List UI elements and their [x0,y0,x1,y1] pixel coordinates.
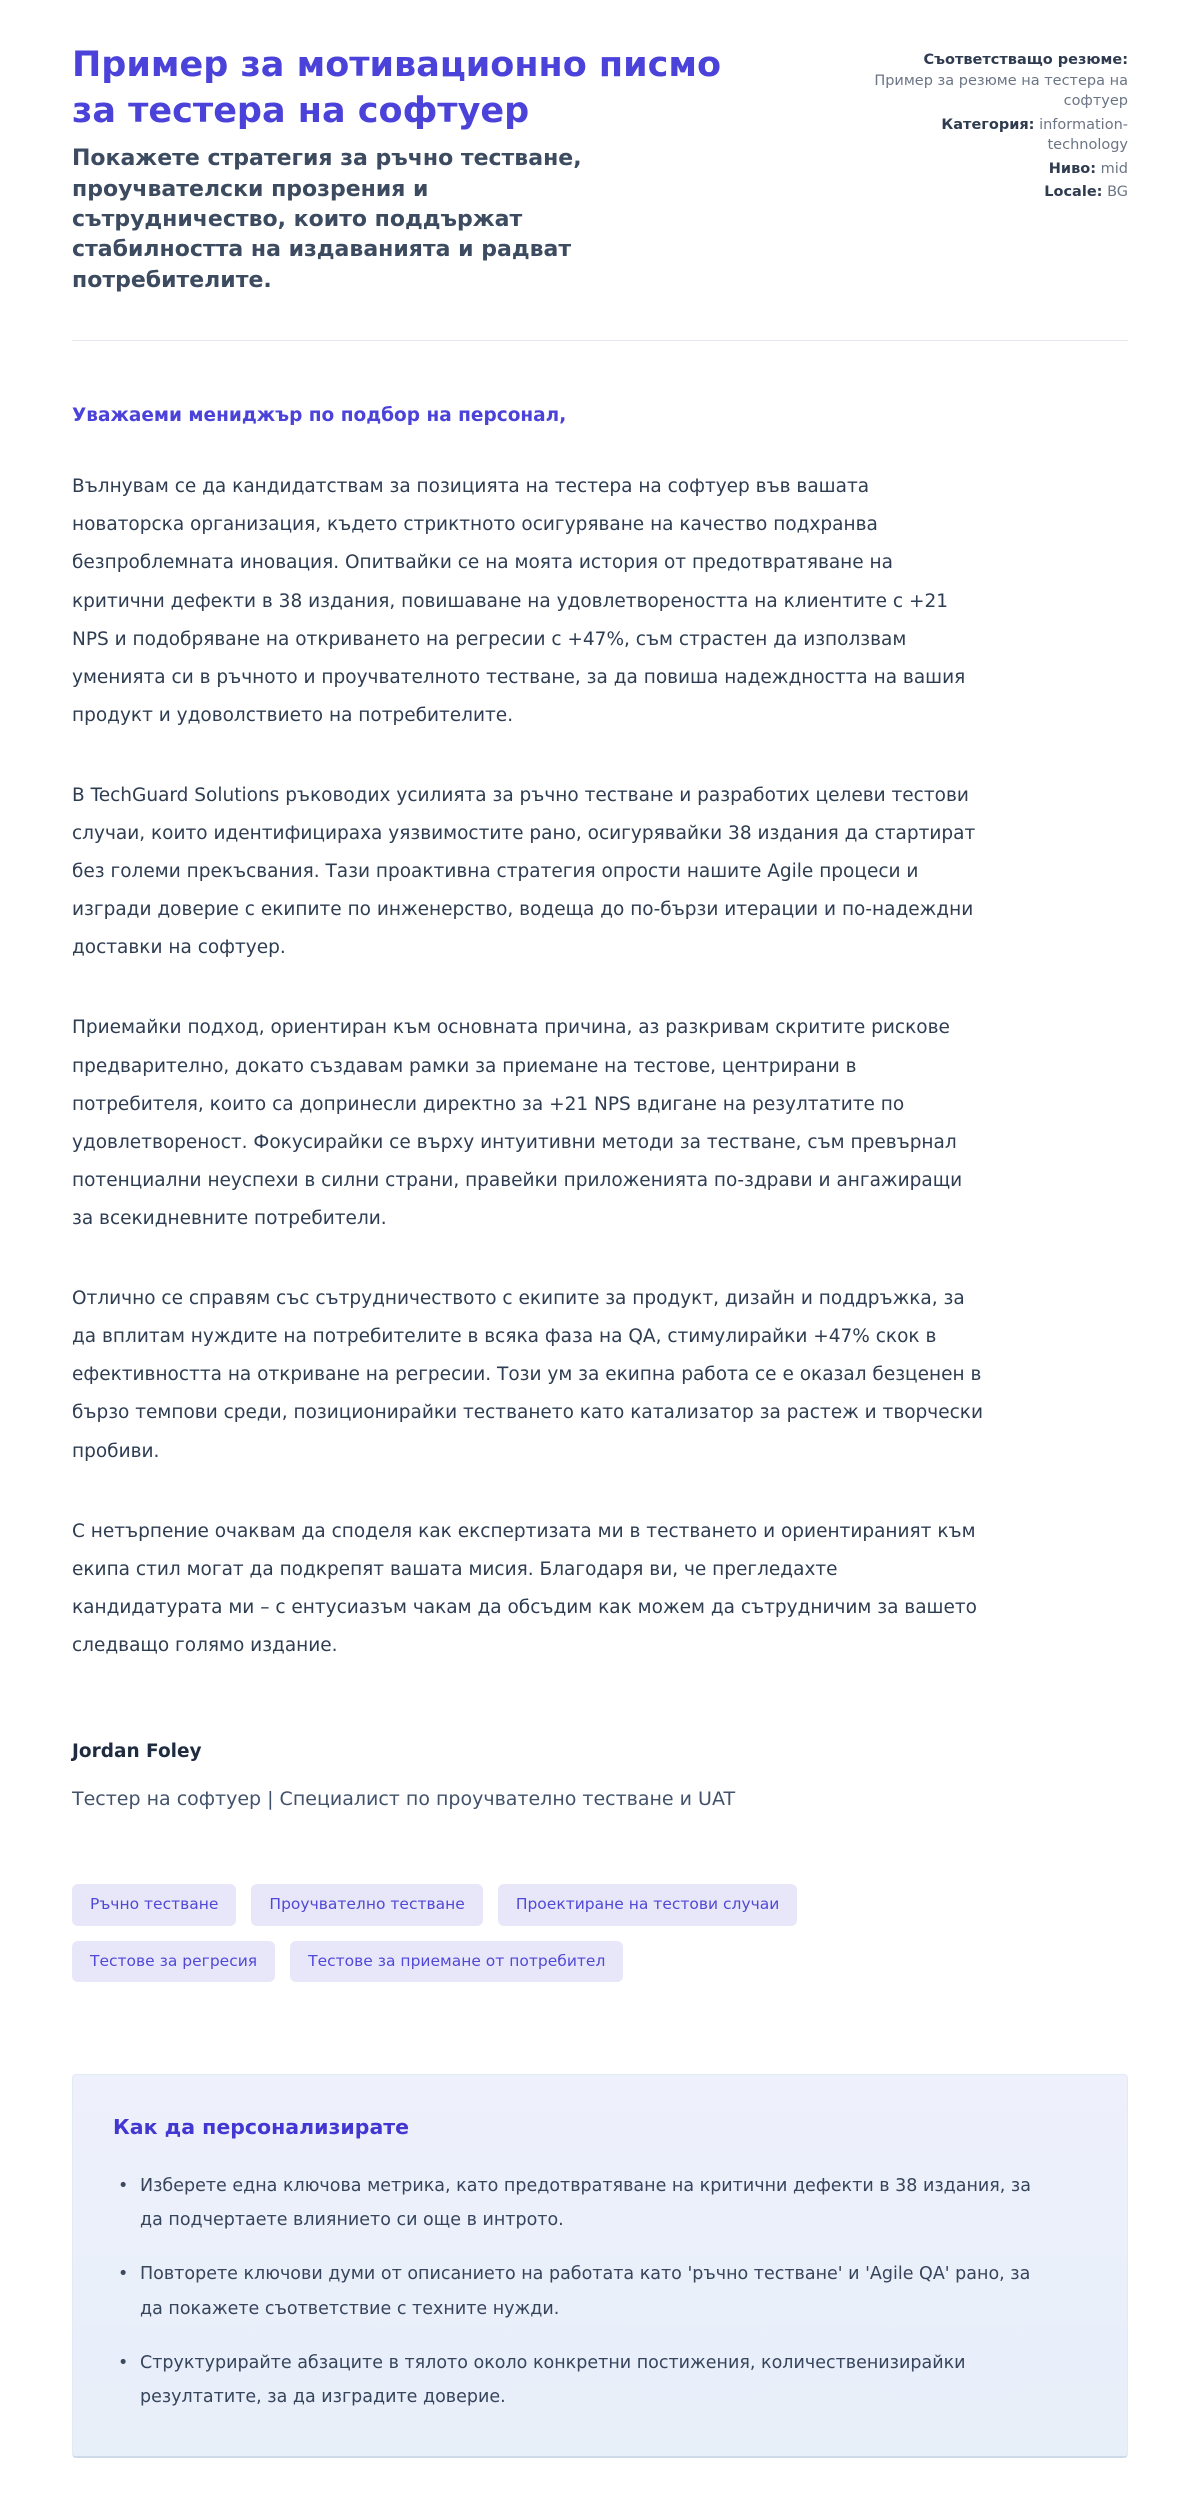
signature-role: Тестер на софтуер | Специалист по проучвателно тестване и UAT [72,1788,736,1811]
meta-matching-resume-value: Пример за резюме на тестера на софтуер [874,72,1128,110]
personalization-tip-2: • Повторете ключови думи от описанието на работата като 'ръчно тестване' и 'Agile QA' рано, за да покажете съответствие с техните нужди. [113,2257,1043,2325]
letter-paragraph-4: Отлично се справям със сътрудничеството с екипите за продукт, дизайн и поддръжка, за да вплитам нуждите на потребителите в всяка фаза на QA, стимулирайки +47% скок в ефективността на откриване на регресии. Този ум за екипна работа се е оказал безценен в бързо темпови среди, позиционирайки тестването като катализатор за растеж и творчески пробиви. [72,1288,983,1462]
letter-paragraph-2: В TechGuard Solutions ръководих усилията за ръчно тестване и разработих целеви тестови случаи, които идентифицираха уязвимостите рано, осигурявайки 38 издания да стартират без големи прекъсвания. Тази проактивна стратегия опрости нашите Agile процеси и изгради доверие с екипите по инженерство, водеща до по-бързи итерации и по-надеждни доставки на софтуер. [72,784,976,959]
personalization-tips-list [113,2169,1087,2414]
personalization-tips-heading: Как да персонализирате [113,2115,410,2140]
meta-locale-value: BG [1107,184,1128,201]
letter-body [72,405,1128,1810]
meta-category-label: Категория: [941,116,1035,133]
skill-tag-manual-testing[interactable]: Ръчно тестване [72,1884,236,1926]
meta-level-value: mid [1100,160,1128,177]
page-header [72,42,1128,296]
meta-matching-resume [866,50,1128,112]
personalization-tips-box [72,2074,1128,2458]
meta-locale-label: Locale: [1044,184,1103,201]
skill-tags [72,1884,832,1982]
skill-tag-user-acceptance-testing[interactable]: Тестове за приемане от потребител [290,1941,623,1983]
page-title: Пример за мотивационно писмо за тестера на софтуер [72,45,722,132]
header-title-block [72,42,752,296]
meta-level-label: Ниво: [1048,160,1097,177]
skill-tag-test-case-design[interactable]: Проектиране на тестови случаи [498,1884,798,1926]
letter-paragraph-5: С нетърпение очаквам да споделя как експертизата ми в тестването и ориентираният към екипа стил могат да подкрепят вашата мисия. Благодаря ви, че прегледахте кандидатурата ми – с ентусиазъм чакам да обсъдим как можем да сътрудничим за вашето следващо голямо издание. [72,1520,977,1657]
letter-paragraph-3: Приемайки подход, ориентиран към основната причина, аз разкривам скритите рискове предварително, докато създавам рамки за приемане на тестове, центрирани в потребителя, които са допринесли директно за +21 NPS вдигане на резултатите по удовлетвореност. Фокусирайки се върху интуитивни методи за тестване, съм превърнал потенциални неуспехи в силни страни, правейки приложенията по-здрави и ангажиращи за всекидневните потребители. [72,1017,963,1230]
header-divider [72,340,1128,341]
meta-category [866,115,1128,156]
meta-matching-resume-label: Съответстващо резюме: [923,52,1128,68]
meta-category-value: information-technology [1039,116,1128,154]
meta-locale [866,182,1128,203]
page-subtitle: Покажете стратегия за ръчно тестване, проучвателски прозрения и сътрудничество, които поддържат стабилността на издаванията и радват потребителите. [72,146,582,293]
letter-greeting: Уважаеми мениджър по подбор на персонал, [72,405,567,427]
personalization-tip-3: • Структурирайте абзаците в тялото около конкретни постижения, количественизирайки резултатите, за да изградите доверие. [113,2346,1043,2414]
meta-panel [866,42,1128,296]
meta-level [866,159,1128,180]
skill-tag-regression-testing[interactable]: Тестове за регресия [72,1941,275,1983]
personalization-tip-1: • Изберете една ключова метрика, като предотвратяване на критични дефекти в 38 издания, за да подчертаете влиянието си още в интрото. [113,2169,1043,2237]
skill-tag-exploratory-testing[interactable]: Проучвателно тестване [251,1884,482,1926]
signature-name: Jordan Foley [72,1741,202,1763]
letter-paragraph-1: Вълнувам се да кандидатствам за позицията на тестера на софтуер във вашата новаторска организация, където стриктното осигуряване на качество подхранва безпроблемната иновация. Опитвайки се на моята история от предотвратяване на критични дефекти в 38 издания, повишаване на удовлетвореността на клиентите с +21 NPS и подобряване на откриването на регресии с +47%, съм страстен да използвам уменията си в ръчното и проучвателното тестване, за да повиша надеждността на вашия продукт и удоволствието на потребителите. [72,476,966,726]
